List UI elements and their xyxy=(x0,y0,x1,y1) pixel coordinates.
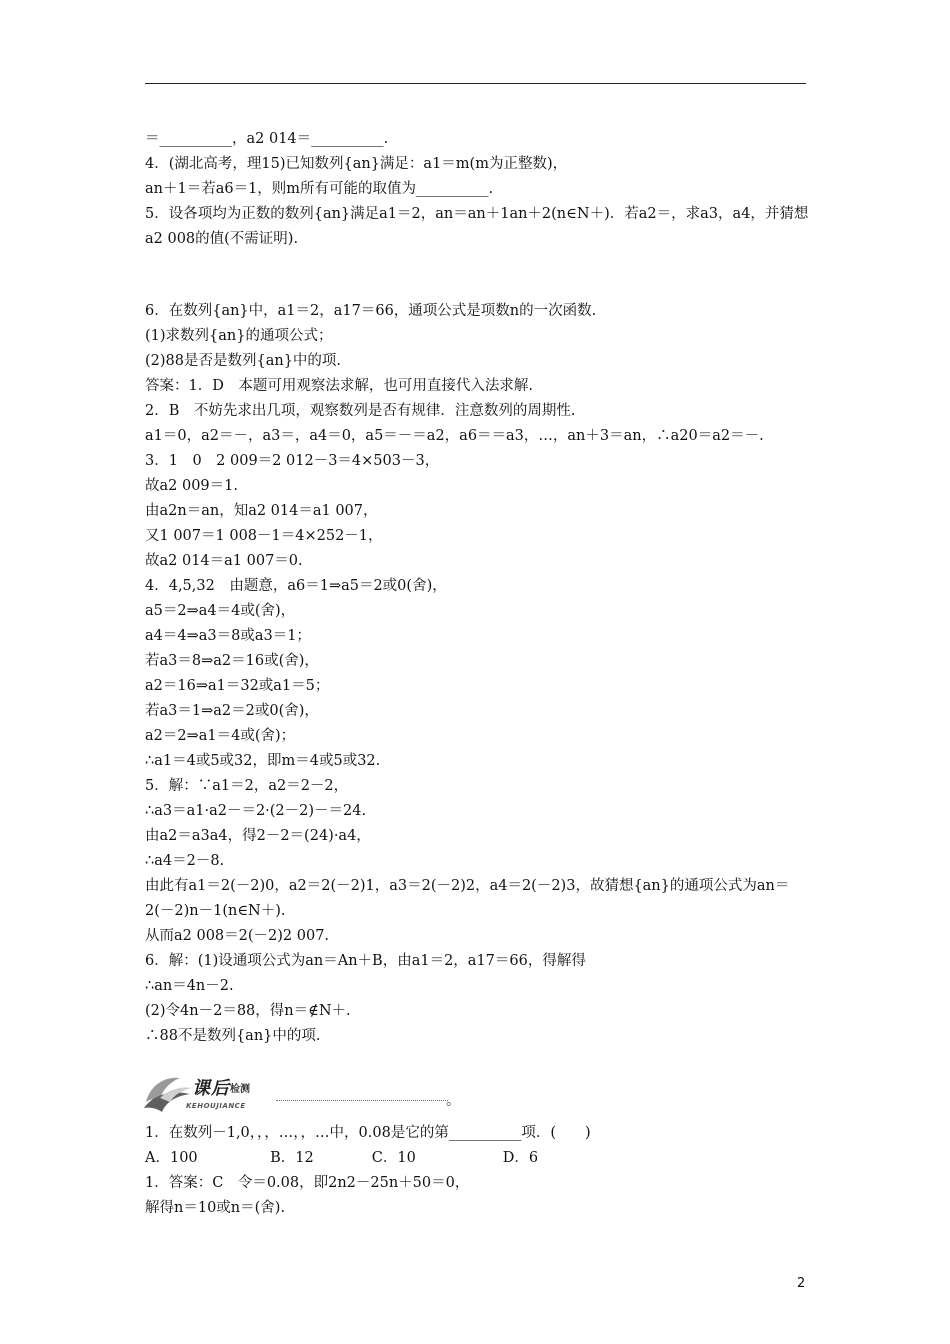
text-line: a4＝4⇒a3＝8或a3＝1； xyxy=(145,628,311,644)
text-line: 1．在数列－1,0，，，…，，…中，0.08是它的第__________项．( ) xyxy=(145,1125,591,1141)
text-line: ∴an＝4n－2. xyxy=(145,978,234,994)
text-line: 4．4,5,32 由题意，a6＝1⇒a5＝2或0(舍)， xyxy=(145,578,447,594)
text-line: ∴a3＝a1·a2－＝2·(2－2)－＝24. xyxy=(145,803,367,819)
text-line: 由此有a1＝2(－2)0，a2＝2(－2)1，a3＝2(－2)2，a4＝2(－2)3，故猜想{an}的通项公式为an＝2(－2)n－1(n∈N＋). xyxy=(145,878,790,919)
text-line: 若a3＝8⇒a2＝16或(舍)， xyxy=(145,653,319,669)
text-line: 5．设各项均为正数的数列{an}满足a1＝2，an＝an＋1an＋2(n∈N＋)．若a2＝，求a3，a4，并猜想a2 008的值(不需证明). xyxy=(145,206,809,247)
text-line: (2)88是否是数列{an}中的项. xyxy=(145,353,342,369)
page-number: 2 xyxy=(797,1276,806,1291)
text-line: A．100 B．12 C．10 D．6 xyxy=(145,1150,539,1166)
text-line: ＝__________，a2 014＝__________. xyxy=(145,131,389,147)
text-line: 故a2 009＝1. xyxy=(145,478,238,494)
section-after-class-test xyxy=(145,1121,815,1221)
text-line: 6．在数列{an}中，a1＝2，a17＝66，通项公式是项数n的一次函数. xyxy=(145,303,597,319)
section-exercises-continued xyxy=(145,127,815,252)
section-banner xyxy=(140,1068,460,1118)
text-line: ∴88不是数列{an}中的项. xyxy=(145,1028,321,1044)
text-line: ∴a1＝4或5或32，即m＝4或5或32. xyxy=(145,753,381,769)
text-line: 若a3＝1⇒a2＝2或0(舍)， xyxy=(145,703,319,719)
text-line: 又1 007＝1 008－1＝4×252－1， xyxy=(145,528,383,544)
text-line: (1)求数列{an}的通项公式； xyxy=(145,328,333,344)
text-line: an＋1＝若a6＝1，则m所有可能的取值为__________. xyxy=(145,181,494,197)
text-line: 1．答案：C 令＝0.08，即2n2－25n＋50＝0， xyxy=(145,1175,470,1191)
text-line: 从而a2 008＝2(－2)2 007. xyxy=(145,928,330,944)
text-line: ∴a4＝2－8. xyxy=(145,853,225,869)
text-line: 由a2n＝an，知a2 014＝a1 007， xyxy=(145,503,378,519)
text-line: a1＝0，a2＝－，a3＝，a4＝0，a5＝－＝a2，a6＝＝a3，…，an＋3＝an，∴a20＝a2＝－. xyxy=(145,428,764,444)
text-line: 4．(湖北高考，理15)已知数列{an}满足：a1＝m(m为正整数)， xyxy=(145,156,568,172)
text-line: 由a2＝a3a4，得2－2＝(24)·a4， xyxy=(145,828,371,844)
section-answers xyxy=(145,299,815,1049)
text-line: a5＝2⇒a4＝4或(舍)， xyxy=(145,603,296,619)
header-rule xyxy=(145,83,806,84)
banner-dotted-line xyxy=(276,1100,448,1101)
text-line: 2．B 不妨先求出几项，观察数列是否有规律．注意数列的周期性. xyxy=(145,403,576,419)
text-line: (2)令4n－2＝88，得n＝∉N＋. xyxy=(145,1003,351,1019)
banner-title: 课后 xyxy=(192,1078,230,1099)
text-line: a2＝16⇒a1＝32或a1＝5； xyxy=(145,678,330,694)
text-line: 3．1 0 2 009＝2 012－3＝4×503－3， xyxy=(145,453,440,469)
text-line: 5．解：∵a1＝2，a2＝2－2， xyxy=(145,778,349,794)
banner-title-small: 检测 xyxy=(230,1084,250,1095)
banner-subtitle: KEHOUJIANCE xyxy=(186,1102,246,1110)
banner-end-punctuation: 。 xyxy=(446,1093,460,1109)
text-line: 答案：1．D 本题可用观察法求解，也可用直接代入法求解. xyxy=(145,378,533,394)
text-line: a2＝2⇒a1＝4或(舍)； xyxy=(145,728,296,744)
text-line: 故a2 014＝a1 007＝0. xyxy=(145,553,303,569)
text-line: 解得n＝10或n＝(舍). xyxy=(145,1200,286,1216)
text-line: 6．解：(1)设通项公式为an＝An＋B，由a1＝2，a17＝66，得解得 xyxy=(145,953,586,969)
